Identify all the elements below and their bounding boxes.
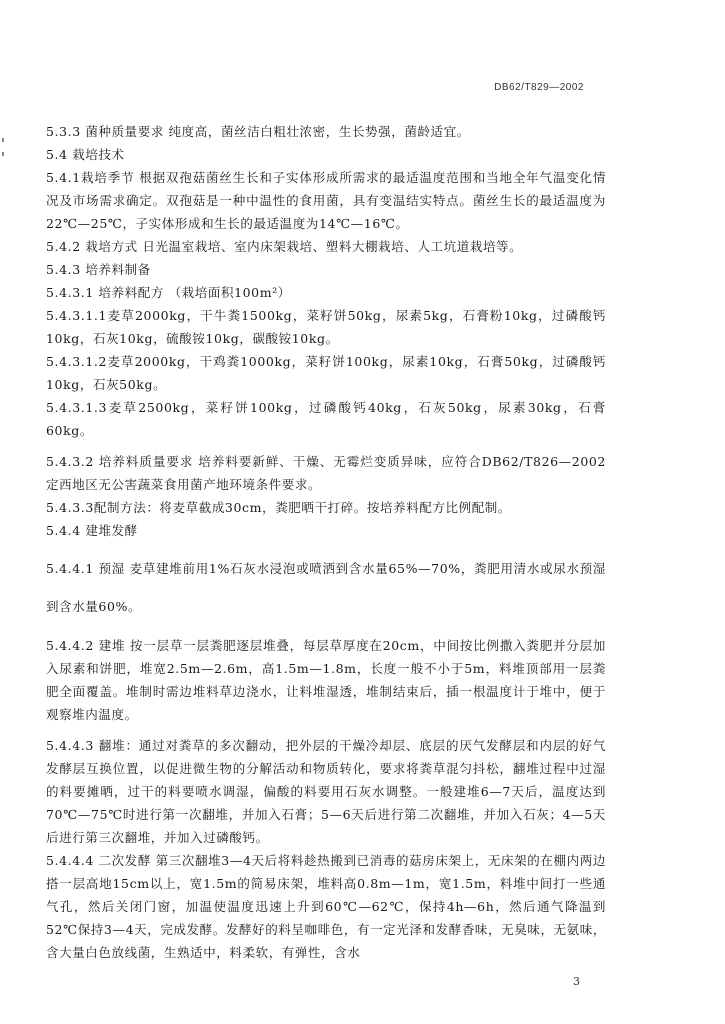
section-5-4-3-1-2: 5.4.3.1.2麦草2000kg，干鸡粪1000kg，菜籽饼100kg，尿素10kg，石膏50kg，过磷酸钙10kg，石灰50kg。 (46, 354, 606, 392)
section-5-4-4-4: 5.4.4.4 二次发酵 第三次翻堆3—4天后将料趁热搬到已消毒的菇房床架上，无床架的在棚内两边搭一层高地15cm以上，宽1.5m的简易床架，堆料高0.8m—1m，宽1.5m，料堆中间打一些通气孔，然后关闭门窗，加温使温度迅速上升到60℃—62℃，保持4h—6h，然后通气降温到52℃保持3—4天，完成发酵。发酵好的料呈咖啡色，有一定光泽和发酵香味，无臭味，无氨味，含大量白色放线菌，生熟适中，料柔软，有弹性，含水 (46, 853, 606, 960)
section-5-4-3-3: 5.4.3.3配制方法：将麦草截成30cm，粪肥晒干打碎。按培养料配方比例配制。 (46, 500, 511, 515)
section-5-4-3-1-1: 5.4.3.1.1麦草2000kg，干牛粪1500kg，菜籽饼50kg，尿素5kg，石膏粉10kg，过磷酸钙10kg，石灰10kg，硫酸铵10kg，碳酸铵10kg。 (46, 308, 606, 346)
scan-margin-mark (2, 152, 4, 156)
section-5-4-2: 5.4.2 栽培方式 日光温室栽培、室内床架栽培、塑料大棚栽培、人工坑道栽培等。 (46, 239, 523, 254)
section-5-4-1: 5.4.1栽培季节 根据双孢菇菌丝生长和子实体形成所需求的最适温度范围和当地全年气温变化情况及市场需求确定。双孢菇是一种中温性的食用菌，具有变温结实特点。菌丝生长的最适温度为22℃—25℃，子实体形成和生长的最适温度为14℃—16℃。 (46, 170, 606, 231)
section-5-4-3-heading: 5.4.3 培养料制备 (46, 262, 151, 277)
section-5-4-3-2: 5.4.3.2 培养料质量要求 培养料要新鲜、干燥、无霉烂变质异味，应符合DB62/T826—2002定西地区无公害蔬菜食用菌产地环境条件要求。 (46, 454, 606, 492)
section-5-4-heading: 5.4 栽培技术 (46, 147, 125, 162)
section-5-4-3-1: 5.4.3.1 培养料配方 （栽培面积100m²） (46, 285, 291, 300)
scan-margin-mark (2, 138, 4, 142)
section-5-4-3-1-3: 5.4.3.1.3麦草2500kg，菜籽饼100kg，过磷酸钙40kg，石灰50kg，尿素30kg，石膏60kg。 (46, 400, 606, 438)
section-5-4-4-3: 5.4.4.3 翻堆：通过对粪草的多次翻动，把外层的干燥冷却层、底层的厌气发酵层和内层的好气发酵层互换位置，以促进微生物的分解活动和物质转化，要求将粪草混匀抖松，翻堆过程中过湿的料要摊晒，过干的料要喷水调湿，偏酸的料要用石灰水调整。一般建堆6—7天后，温度达到70℃—75℃时进行第一次翻堆，并加入石膏；5—6天后进行第二次翻堆，并加入石灰；4—5天后进行第三次翻堆，并加入过磷酸钙。 (46, 738, 606, 845)
section-5-4-4-1: 5.4.4.1 预湿 麦草建堆前用1%石灰水浸泡或喷洒到含水量65%—70%，粪肥用清水或尿水预湿到含水量60%。 (46, 561, 606, 614)
document-body (46, 120, 606, 964)
section-5-3-3: 5.3.3 菌种质量要求 纯度高，菌丝洁白粗壮浓密，生长势强，菌龄适宜。 (46, 124, 470, 139)
section-5-4-4-2: 5.4.4.2 建堆 按一层草一层粪肥逐层堆叠，每层草厚度在20cm，中间按比例撒入粪肥并分层加入尿素和饼肥，堆宽2.5m—2.6m，高1.5m—1.8m，长度一般不小于5m，料堆顶部用一层粪肥全面覆盖。堆制时需边堆料草边浇水，让料堆湿透，堆制结束后，插一根温度计于堆中，便于观察堆内温度。 (46, 638, 606, 722)
page-number: 3 (573, 975, 580, 988)
section-5-4-4-heading: 5.4.4 建堆发酵 (46, 523, 138, 538)
standard-code-header: DB62/T829—2002 (494, 82, 584, 93)
